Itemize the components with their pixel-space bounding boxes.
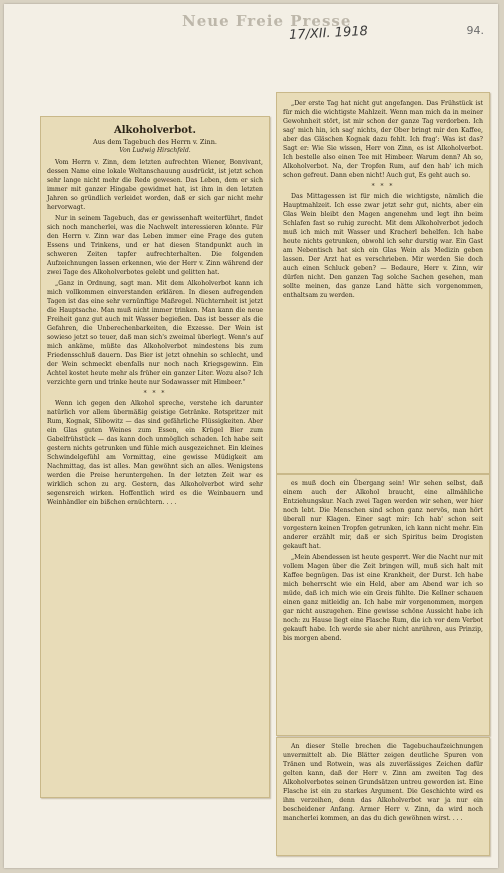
paragraph: An dieser Stelle brechen die Tagebuchaufzeichnungen unvermittelt ab. Die Blätter zeigen deutliche Spuren von Tränen und Rotwein, was als zuverlässiges Zeichen dafür gelten kann, daß der Herr v. Zinn am zweiten Tag des Alkoholverbotes seinen Grundsätzen untreu geworden ist. Eine Flasche ist ein zu starkes Argument. Die Geschichte wird es ihm verzeihen, denn das Alkoholverbot war ja nur ein bescheidener Anfang. Armer Herr v. Zinn, da wird noch mancherlei kommen, an das du dich gewöhnen wirst. . . . [283,743,483,822]
paragraph: Vom Herrn v. Zinn, dem letzten aufrechten Wiener, Bonvivant, dessen Name eine lokale Weltanschauung ausdrückt, ist jetzt schon sehr lange nicht mehr die Rede gewesen. Das Leben, dem er sich immer mit ganzer Hingabe gewidmet hat, ist ihm in den letzten Jahren so gründlich verleidet worden, daß er sich gar nicht mehr hervorwagt. [47,159,263,211]
article-title: Alkoholverbot. [113,125,197,136]
folio-number: 94. [466,24,484,37]
paragraph: Wenn ich gegen den Alkohol spreche, verstehe ich darunter natürlich vor allem übermäßig geistige Getränke. Rotspritzer mit Rum, Kognak, Slibowitz — das sind gefährliche Flüssigkeiten. Aber ein Glas guten Weines zum Essen, ein Krügel Bier zum Gabelfrühstück — das kann doch unmöglich schaden. Ich habe seit gestern nichts getrunken und fühle mich ausgezeichnet. Ein kleines Schwindelgefühl am Vormittag, eine gewisse Müdigkeit am Nachmittag, das ist alles. Man gewöhnt sich an alles. Wenigstens werden die Preise heruntergehen. In der letzten Zeit war es wirklich schon zu arg. Gestern, das Alkoholverbot wird sehr segensreich wirken. Hoffentlich wird es die Weinbauern und Weinhändler ein bißchen ernüchtern. . . . [47,400,263,506]
section-separator: * * * [371,183,395,190]
clipping-column-right-bottom [276,737,490,856]
newspaper-masthead: Neue Freie Presse [182,12,352,30]
article-body-right-middle [277,475,489,643]
article-byline: Von Ludwig Hirschfeld. [119,147,191,154]
article-body-right-top [277,93,489,300]
handwritten-date: 17/XII. 1918 [288,23,369,44]
section-separator: * * * [143,390,167,397]
paragraph: Das Mittagessen ist für mich die wichtigste, nämlich die Hauptmahlzeit. Ich esse zwar jetzt sehr gut, nichts, aber ein Glas Wein bleibt den Magen angenehm und legt ihn beim Schlafen fast so ruhig zurecht. Mit dem Alkoholverbot jedoch muß ich mich mit Wasser und Kracherl behelfen. Ich habe heute nichts getrunken, obwohl ich sehr durstig war. Ein Gast am Nebentisch hat sich ein Glas Wein als Medizin geben lassen. Der Arzt hat es verschrieben. Mir werden Sie doch auch einen Schluck geben? — Bedaure, Herr v. Zinn, wir dürfen nicht. Den ganzen Tag solche Sachen gesehen, man sollte meinen, das ganze Land hätte sich vorgenommen, enthaltsam zu werden. [283,193,483,299]
clipping-column-right-top [276,92,490,474]
paragraph: Nur in seinem Tagebuch, das er gewissenhaft weiterführt, findet sich noch mancherlei, was die Nachwelt interessieren könnte. Für den Herrn v. Zinn war das Leben immer eine Frage des guten Essens und Trinkens, und er hat diesen Standpunkt auch in schweren Zeiten tapfer aufrechterhalten. Die folgenden Aufzeichnungen lassen erkennen, wie der Herr v. Zinn während der zwei Tage des Alkoholverbotes gelebt und gelitten hat. [47,215,263,276]
paragraph: es muß doch ein Übergang sein! Wir sehen selbst, daß einem auch der Alkohol braucht, eine allmähliche Entziehungskur. Nach zwei Tagen werden wir sehen, wer hier noch lebt. Die Menschen sind schon ganz nervös, man hört überall nur Klagen. Einer sagt mir: Ich hab' schon seit vorgestern keinen Tropfen getrunken, ich kann nicht mehr. Ein anderer erzählt mir, daß er sich Spiritus beim Drogisten gekauft hat. [283,480,483,550]
article-body-left [41,158,269,507]
article-body-right-bottom [277,738,489,823]
paragraph: „Mein Abendessen ist heute gesperrt. Wer die Nacht nur mit vollem Magen über die Zeit bringen will, muß sich halt mit Kaffee begnügen. Das ist eine Krankheit, der Durst. Ich habe mich beherrscht wie ein Held, aber am Abend war ich so müde, daß ich mich wie ein Greis fühlte. Die Kellner schauen einen ganz mitleidig an. Ich habe mir vorgenommen, morgen gar nicht auszugehen. Eine gewisse schöne Aussicht habe ich noch: zu Hause liegt eine Flasche Rum, die ich vor dem Verbot gekauft habe. Ich werde sie aber nicht anrühren, aus Prinzip, bis morgen abend. [283,554,483,642]
paragraph: „Der erste Tag hat nicht gut angefangen. Das Frühstück ist für mich die wichtigste Mahlzeit. Wenn man mich da in meiner Gewohnheit stört, ist mir schon der ganze Tag verdorben. Ich sag' mich hin, ich sag' nichts, der Ober bringt mir den Kaffee, aber das Gläschen Kognak dazu fehlt. Ich frag': Was ist das? Sagt er: Wie Sie wissen, Herr von Zinn, es ist Alkoholverbot. Ich bestelle also einen Tee mit Himbeer. Warum denn? Ah so, Alkoholverbot. Na, der Tropfen Rum, auf den hab' ich mich schon gefreut. Dann eben nicht! Auch gut, Es geht auch so. [283,100,483,179]
paragraph: „Ganz in Ordnung, sagt man. Mit dem Alkoholverbot kann ich mich vollkommen einverstanden erklären. In diesen aufregenden Tagen ist das eine sehr vernünftige Maßregel. Nüchternheit ist jetzt die Hauptsache. Man muß nicht immer trinken. Man kann die neue Freiheit ganz gut auch mit Wasser begießen. Das ist besser als die Gefahren, die Unberechenbarkeiten, die Exzesse. Der Wein ist sowieso jetzt so teuer, daß man sich's zweimal überlegt. Wenn's auf mich ankäme, müßte das Alkoholverbot mindestens bis zum Friedensschluß dauern. Das Bier ist jetzt ohnehin so schlecht, und der Wein schmeckt ebenfalls nur noch nach Kriegsgewinn. Ein Achtel kostet heute mehr als früher ein ganzer Liter. Wozu also? Ich verzichte gern und trinke heute nur Sodawasser mit Himbeer.“ [47,280,263,386]
clipping-column-right-middle [276,474,490,736]
archive-sheet [4,4,498,868]
article-subtitle: Aus dem Tagebuch des Herrn v. Zinn. [93,138,217,146]
clipping-column-left [40,116,270,798]
